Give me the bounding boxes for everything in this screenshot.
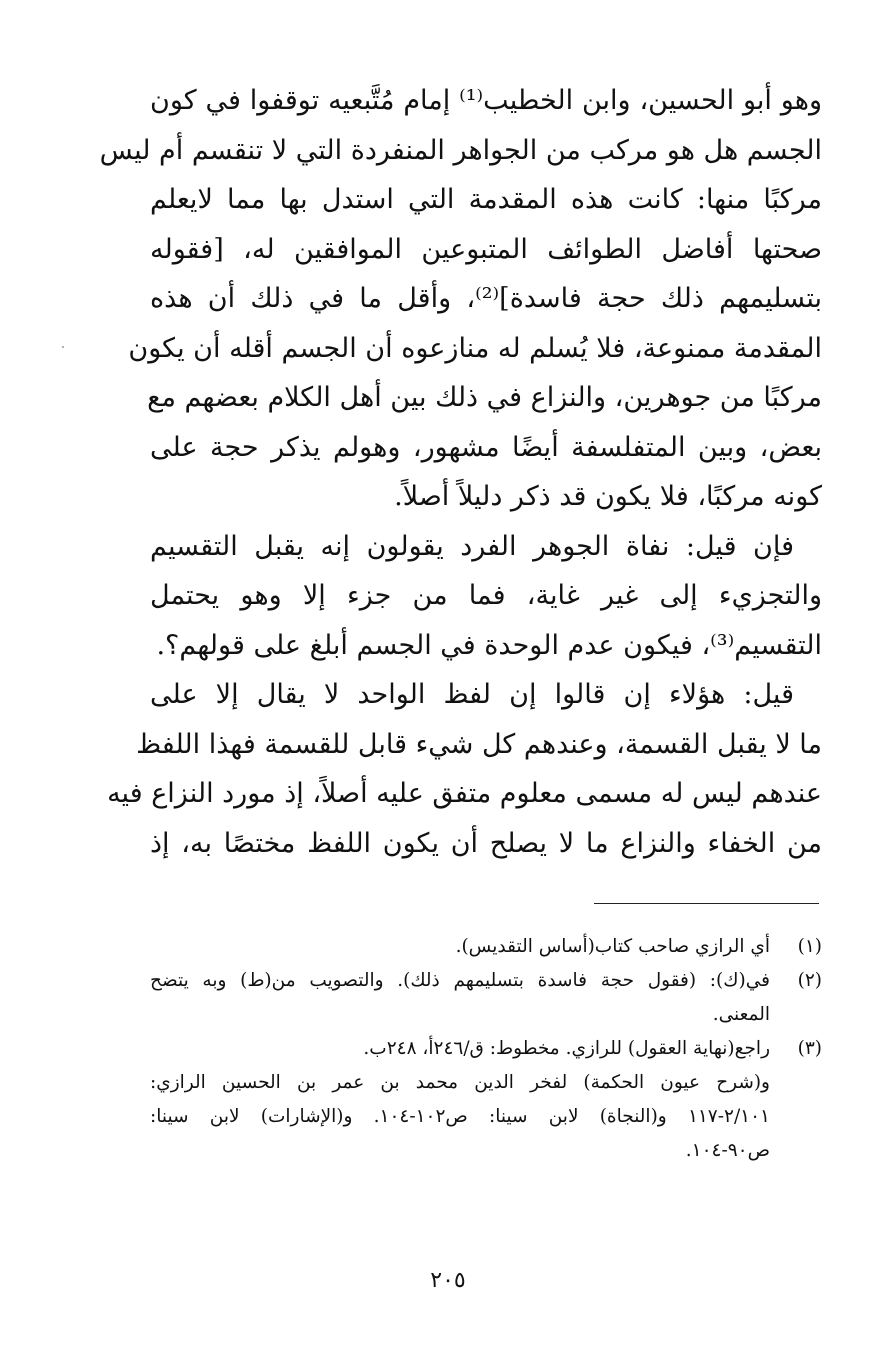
text-line: عندهم ليس له مسمى معلوم متفق عليه أصلاً، إذ مورد النزاع فيه	[107, 778, 822, 809]
text-line: قيل: هؤلاء إن قالوا إن لفظ الواحد لا يقال إلا على	[150, 679, 794, 710]
text-line: مركبًا منها: كانت هذه المقدمة التي استدل بها مما لايعلم	[150, 184, 822, 215]
text-line: وهو أبو الحسين، وابن الخطيب⁽¹⁾ إمام مُتَّبعيه توقفوا في كون	[150, 85, 822, 116]
footnote-line: و(شرح عيون الحكمة) لفخر الدين محمد بن عمر بن الحسين الرازي:	[150, 1072, 770, 1093]
text-line: التقسيم⁽³⁾، فيكون عدم الوحدة في الجسم أبلغ على قولهم؟.	[156, 629, 822, 661]
footnote-number: (١)	[797, 936, 822, 957]
footnote-text	[150, 964, 770, 1032]
footnotes-block	[150, 930, 822, 1168]
text-line: الجسم هل هو مركب من الجواهر المنفردة التي لا تنقسم أم ليس	[99, 134, 822, 166]
footnote-line: المعنى.	[712, 1004, 770, 1025]
footnote-line: ص٩٠-١٠٤.	[685, 1140, 770, 1161]
text-line: ما لا يقبل القسمة، وعندهم كل شيء قابل للقسمة فهذا اللفظ	[136, 728, 822, 760]
text-line: مركبًا من جوهرين، والنزاع في ذلك بين أهل الكلام بعضهم مع	[147, 382, 822, 413]
footnote-number: (٢)	[797, 970, 822, 991]
scan-speck	[62, 346, 64, 348]
footnote-line: ٢/١٠١-١١٧ و(النجاة) لابن سينا: ص١٠٢-١٠٤. و(الإشارات) لابن سينا:	[150, 1106, 770, 1127]
footnote-text	[150, 1032, 770, 1168]
footnote	[150, 964, 822, 1032]
footnote-text	[150, 930, 770, 964]
text-line: بعض، وبين المتفلسفة أيضًا مشهور، وهولم يذكر حجة على	[150, 431, 822, 463]
footnote	[150, 1032, 822, 1168]
footnote	[150, 930, 822, 964]
footnote-separator	[594, 903, 819, 904]
text-line: كونه مركبًا، فلا يكون قد ذكر دليلاً أصلاً.	[394, 481, 822, 512]
footnote-line: أي الرازي صاحب كتاب(أساس التقديس).	[455, 936, 770, 957]
text-line: بتسليمهم ذلك حجة فاسدة]⁽²⁾، وأقل ما في ذلك أن هذه	[150, 283, 822, 314]
footnote-number: (٣)	[797, 1038, 822, 1059]
text-line: والتجزيء إلى غير غاية، فما من جزء إلا وهو يحتمل	[150, 580, 822, 611]
text-line: من الخفاء والنزاع ما لا يصلح أن يكون اللفظ مختصًا به، إذ	[150, 827, 822, 859]
footnote-line: في(ك): (فقول حجة فاسدة بتسليمهم ذلك). والتصويب من(ط) وبه يتضح	[150, 970, 770, 991]
text-line: المقدمة ممنوعة، فلا يُسلم له منازعوه أن الجسم أقله أن يكون	[128, 332, 822, 364]
page-number: ٢٠٥	[430, 1268, 466, 1293]
footnote-line: راجع(نهاية العقول) للرازي. مخطوط: ق/٢٤٦أ، ٢٤٨ب.	[363, 1038, 770, 1059]
text-line: فإن قيل: نفاة الجوهر الفرد يقولون إنه يقبل التقسيم	[150, 530, 794, 562]
main-text-block	[99, 76, 822, 868]
text-line: صحتها أفاضل الطوائف المتبوعين الموافقين له، [فقوله	[150, 233, 822, 265]
